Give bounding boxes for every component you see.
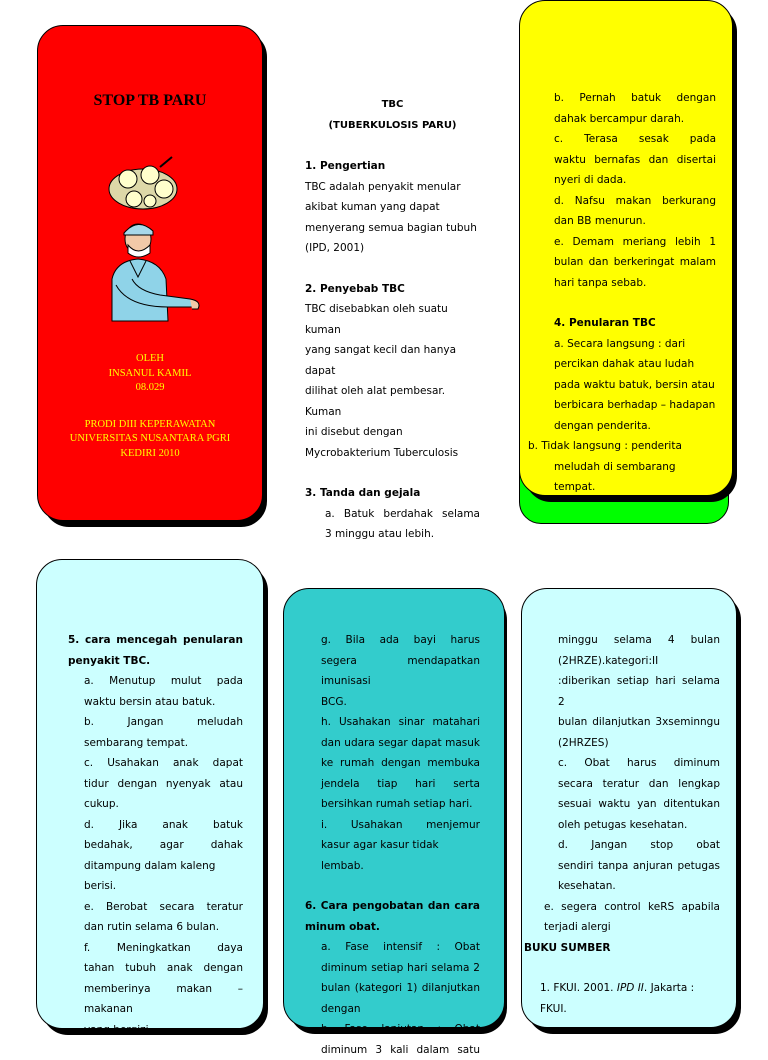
intro-column: [305, 95, 480, 545]
section-1-heading: 1. Pengertian: [305, 160, 386, 172]
section-6-heading: 6. Cara pengobatan dan cara: [305, 900, 480, 912]
city-year: KEDIRI 2010: [120, 447, 180, 459]
section-1-body: TBC adalah penyakit menular akibat kuman yang dapat menyerang semua bagian tubuh (IPD, 2001): [305, 180, 477, 254]
brochure-title: STOP TB PARU: [93, 92, 207, 109]
sources-text: minggu selama 4 bulan (2HRZE).kategori:II :diberikan setiap hari selama 2 bulan dilanjutkan 3xseminngu (2HRZES) c. Obat harus diminum secara teratur dan lengkap sesuai waktu yan ditentukan oleh petugas kesehatan. d. Jangan stop obat sendiri tanpa anjuran petugas kesehatan. e. segera control keRS apabila terjadi alergi BUKU SUMBER 1. FKUI. 2001. IPD II. Jakarta : FKUI.: [524, 634, 720, 1015]
intro-subtitle: (TUBERKULOSIS PARU): [328, 119, 457, 131]
section-4-heading: 4. Penularan TBC: [554, 317, 656, 329]
sources-heading: BUKU SUMBER: [524, 941, 611, 954]
section-3-body: a. Batuk berdahak selama 3 minggu atau lebih.: [325, 507, 480, 540]
author-info: [38, 352, 262, 461]
university-name: UNIVERSITAS NUSANTARA PGRI: [69, 433, 231, 444]
cover-panel: [37, 25, 263, 521]
author-label: OLEH: [136, 353, 164, 364]
doctor-illustration: [98, 161, 208, 321]
intro-title: TBC: [381, 99, 404, 110]
section-3-heading: 3. Tanda dan gejala: [305, 487, 421, 499]
symptoms-text: b. Pernah batuk dengan dahak bercampur darah. c. Terasa sesak pada waktu bernafas dan disertai nyeri di dada. d. Nafsu makan berkurang dan BB menurun. e. Demam meriang lebih 1 bulan dan berkeringat malam hari tanpa sebab. 4. Penularan TBC a. Secara langsung : dari percikan dahak atau ludah pada waktu batuk, bersin atau berbicara berhadap – hadapan dengan penderita. b. Tidak langsung : penderita meludah di sembarang tempat.: [528, 92, 716, 493]
section-2-body: TBC disebabkan oleh suatu kuman yang sangat kecil dan hanya dapat dilihat oleh alat pembesar. Kuman ini disebut dengan Mycrobakterium Tuberculosis: [305, 303, 459, 459]
treatment-text: g. Bila ada bayi harus segera mendapatkan imunisasi BCG. h. Usahakan sinar matahari dan udara segar dapat masuk ke rumah dengan membuka jendela tiap hari serta bersihkan rumah setiap hari. i. Usahakan menjemur kasur agar kasur tidak lembab. 6. Cara pengobatan dan cara minum obat. a. Fase intensif : Obat diminum setiap hari selama 2 bulan (kategori 1) dilanjutkan dengan b. Fase lanjutan : Obat diminum 3 kali dalam satu: [305, 634, 480, 1056]
section-2-heading: 2. Penyebab TBC: [305, 282, 405, 295]
study-program: PRODI DIII KEPERAWATAN: [84, 418, 216, 430]
source-item-1: 1. FKUI. 2001. IPD II. Jakarta :: [540, 982, 695, 994]
author-name: INSANUL KAMIL: [108, 367, 192, 379]
prevention-text: 5. cara mencegah penularan penyakit TBC. a. Menutup mulut pada waktu bersin atau batuk. b. Jangan meludah sembarang tempat. c. Usahakan anak dapat tidur dengan nyenyak atau cukup. d. Jika anak batuk bedahak, agar dahak ditampung dalam kaleng berisi. e. Berobat secara teratur dan rutin selama 6 bulan. f. Meningkatkan daya tahan tubuh anak dengan memberinya makan – makanan yang bergizi.: [68, 630, 243, 1040]
section-5-heading: 5. cara mencegah penularan: [68, 634, 243, 646]
author-nim: 08.029: [135, 382, 165, 393]
